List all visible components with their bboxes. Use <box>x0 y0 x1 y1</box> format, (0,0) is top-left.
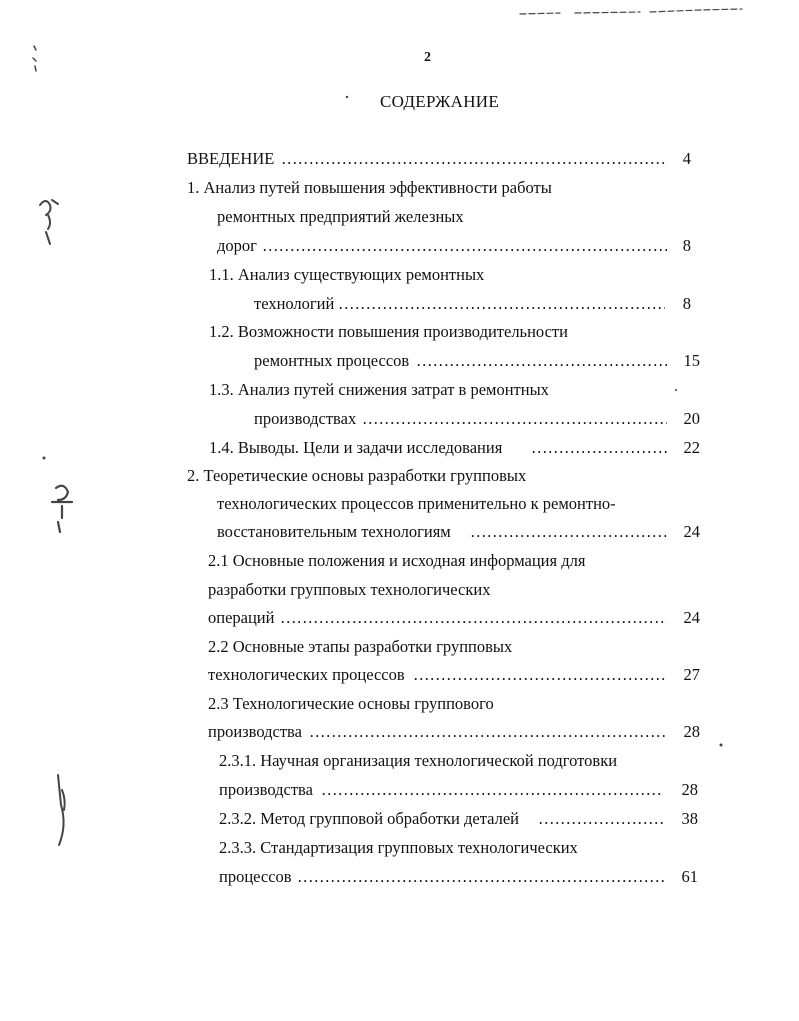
leader-dots <box>280 608 667 628</box>
toc-page: 8 <box>682 236 691 255</box>
leader-dots <box>338 294 665 314</box>
toc-line: 2.1 Основные положения и исходная информация для <box>208 551 586 570</box>
toc-line: разработки групповых технологических <box>208 580 491 599</box>
toc-line: ВВЕДЕНИЕ <box>187 149 275 168</box>
toc-line: технологических процессов <box>208 665 405 684</box>
page-title: СОДЕРЖАНИЕ <box>380 92 500 111</box>
toc-line: 1.2. Возможности повышения производительности <box>209 322 568 341</box>
toc-page: 8 <box>682 294 691 313</box>
leader-dots <box>531 438 667 458</box>
toc-page: 22 <box>683 438 700 457</box>
leader-dots <box>362 409 667 429</box>
toc-line: 2.3 Технологические основы группового <box>208 694 494 713</box>
toc-page: 38 <box>681 809 698 828</box>
toc-line: 2.3.2. Метод групповой обработки деталей <box>219 809 519 828</box>
leader-dots <box>413 665 667 685</box>
toc-line: процессов <box>219 867 292 886</box>
toc-line: производства <box>219 780 313 799</box>
toc-line: дорог <box>217 236 257 255</box>
leader-dots <box>262 236 667 256</box>
toc-line: технологических процессов применительно к ремонтно- <box>217 494 616 513</box>
toc-line: 1.4. Выводы. Цели и задачи исследования <box>209 438 503 457</box>
toc-line: ремонтных процессов <box>254 351 410 370</box>
leader-dots <box>538 809 665 829</box>
toc-page: 28 <box>683 722 700 741</box>
toc-line: производствах <box>254 409 357 428</box>
toc-page: 61 <box>681 867 698 886</box>
toc-line: 2. Теоретические основы разработки групповых <box>187 466 527 485</box>
toc-page: 15 <box>683 351 700 370</box>
leader-dots <box>416 351 667 371</box>
toc-line: ремонтных предприятий железных <box>217 207 464 226</box>
toc-page: 4 <box>682 149 691 168</box>
toc-page: 24 <box>683 608 700 627</box>
toc-line: технологий <box>254 294 335 313</box>
toc-line: 1.1. Анализ существующих ремонтных <box>209 265 485 284</box>
toc-page: 20 <box>683 409 700 428</box>
toc-line: 1.3. Анализ путей снижения затрат в ремонтных <box>209 380 549 399</box>
leader-dots <box>281 149 667 169</box>
leader-dots <box>297 867 665 887</box>
leader-dots <box>470 522 667 542</box>
toc-page: 27 <box>683 665 700 684</box>
toc-page: 28 <box>681 780 698 799</box>
leader-dots <box>321 780 663 800</box>
toc-line: операций <box>208 608 275 627</box>
toc-line: 2.2 Основные этапы разработки групповых <box>208 637 513 656</box>
toc-page: 24 <box>683 522 700 541</box>
leader-dots <box>309 722 667 742</box>
toc-line: производства <box>208 722 302 741</box>
page-number: 2 <box>424 50 431 65</box>
toc-line: 1. Анализ путей повышения эффективности работы <box>187 178 552 197</box>
toc-line: восстановительным технологиям <box>217 522 451 541</box>
toc-line: 2.3.3. Стандартизация групповых технологических <box>219 838 578 857</box>
toc-line: 2.3.1. Научная организация технологической подготовки <box>219 751 618 770</box>
